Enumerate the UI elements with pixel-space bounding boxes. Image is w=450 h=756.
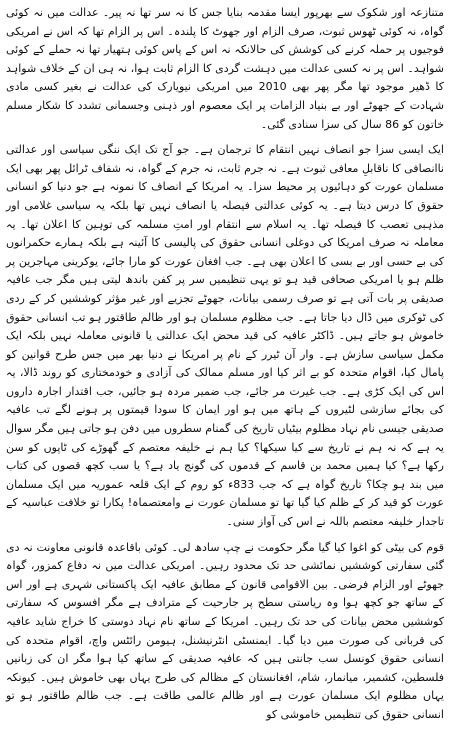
article-paragraph-2: ایک ایسی سزا جو انصاف نہیں انتقام کا ترجمان ہے۔ جو آج تک ایک ننگی سیاسی اور عدالتی ناانصافی کا ناقابلِ معافی ثبوت ہے۔ نہ جرم ثابت، نہ جرم کے گواہ، نہ شفاف ٹرائل پھر بھی ایک مسلمان عورت کو دہائیوں پر محیط سزا۔ یہ امریکا کے انصاف کا نمونہ ہے جو دنیا کو انسانی حقوق کا درس دیتا ہے۔ یہ کوئی عدالتی فیصلہ یا انصاف نہیں تھا بلکہ یہ سیاسی غلامی اور مذہبی تعصب کا فیصلہ تھا۔ یہ اسلام سے انتقام اور امتِ مسلمہ کی توہین کا اعلان تھا۔ یہ معاملہ نہ صرف امریکا کی دوغلی انسانی حقوق کی پالیسی کا آئینہ ہے بلکہ ہمارے حکمرانوں کی بے حسی اور بے بسی کا اعلان بھی ہے۔ جب افغان عورت کو مارا جائے، یوکرینی مہاجرین پر ظلم ہو یا امریکی صحافی قید ہو تو یہی تنظیمیں سر پر کفن باندھ لیتی ہیں مگر جب عافیہ صدیقی پر بات آتی ہے تو صرف رسمی بیانات، جھوٹے تجزیے اور غیر مؤثر کوششیں کر کے ردی کی ٹوکری میں ڈال دیا جاتا ہے۔ جب مظلوم مسلمان ہو اور ظالم طاقتور ہو تب انسانی حقوق خاموش ہو جاتے ہیں۔ ڈاکٹر عافیہ کی قید محض ایک عدالتی یا قانونی معاملہ نہیں بلکہ ایک مکمل سیاسی سازش ہے۔ وار آن ٹیرر کے نام پر امریکا نے دنیا بھر میں جس طرح قوانین کو پامال کیا، اقوام متحدہ کو بے اثر کیا اور مسلم ممالک کی آزادی و خودمختاری کو روند ڈالا، یہ اس کی ایک کڑی ہے۔ جب غیرت مر جائے، جب ضمیر مردہ ہو جائیں، جب اقتدار اجارہ داروں کی بجائے سازشی لٹیروں کے ہاتھ میں ہو اور ایمان کا سودا قیمتوں پر ہونے لگے تب عافیہ صدیقی جیسی نام نہاد مظلوم بیٹیاں تاریخ کی گمنام سطروں میں دفن ہو جاتی ہیں مگر سوال یہ ہے کہ نہ ہم نے تاریخ سے کیا سیکھا؟ کیا ہم نے خلیفہ معتصم کے گھوڑے کی ٹاپوں کو سن رکھا ہے؟ کیا ہمیں محمد بن قاسم کے قدموں کی گونج یاد ہے؟ یا سب کچھ قصوں کی کتاب میں بند ہو چکا؟ تاریخ گواہ ہے کہ جب 833ء کو روم کے ایک قلعہ عموریہ میں ایک مسلمان عورت کو قید کر کے ظلم کیا گیا تھا تو مسلمان عورت نے وامعتصماہ! پکارا تو خلافت عباسیہ کے تاجدار خلیفہ معتصم باللہ نے اس کی آواز سنی۔ — [6, 143, 445, 529]
article-paragraph-1: متنازعہ اور شکوک سے بھرپور ایسا مقدمہ بنایا جس کا نہ سر تھا نہ پیر۔ عدالت میں نہ کوئی گواہ، نہ کوئی ٹھوس ثبوت، صرف الزام اور جھوٹ کا پلندہ۔ اس پر الزام تھا کہ اس نے امریکی فوجیوں پر حملہ کرنے کی کوشش کی حالانکہ نہ اس کے پاس کوئی ہتھیار تھا نہ حملے کے کوئی شواہد۔ اس پر نہ کسی عدالت میں دہشت گردی کا الزام ثابت ہوا، نہ ہی ان کے خلاف شواہد کا ڈھیر موجود تھا مگر پھر بھی 2010 میں امریکی نیویارک کی عدالت نے بغیر کسی مادی شہادت کے جھوٹے اور بے بنیاد الزامات پر ایک معصوم اور ذہنی وجسمانی تشدد کا شکار مسلم خاتون کو 86 سال کی سزا سنادی گئی۔ — [6, 6, 444, 131]
article-paragraph-3: قوم کی بیٹی کو اغوا کیا گیا مگر حکومت نے چپ سادھ لی۔ کوئی باقاعدہ قانونی معاونت نہ دی گئی سفارتی کوششیں نمائشی حد تک محدود رہیں۔ امریکی عدالت میں نہ دفاع کمزور، گواہ جھوٹے اور الزام فرضی۔ بین الاقوامی قانون کے مطابق عافیہ ایک پاکستانی شہری ہے اور اس کے ساتھ جو کچھ ہوا وہ ریاستی سطح پر جارحیت کے مترادف ہے مگر افسوس کہ سفارتی کوششیں محض بیانات کی حد تک رہیں۔ امریکا کے ساتھ نام نہاد دوستی کا خراج شاید عافیہ کی قربانی کی صورت میں دیا گیا۔ ایمنسٹی انٹرنیشنل، ہیومن رائٹس واچ، اقوام متحدہ کی انسانی حقوق کونسل سب جانتی ہیں کہ عافیہ صدیقی کے ساتھ کیا ہوا مگر ان کی زبانیں فلسطین، کشمیر، میانمار، شام، افغانستان کے مظالم کی طرح یہاں بھی خاموش ہیں۔ کیونکہ یہاں مظلوم ایک مسلمان عورت ہے اور ظالم عالمی طاقت ہے۔ جب ظالم طاقتور ہو تو انسانی حقوق کی تنظیمیں خاموشی کو — [6, 540, 444, 721]
